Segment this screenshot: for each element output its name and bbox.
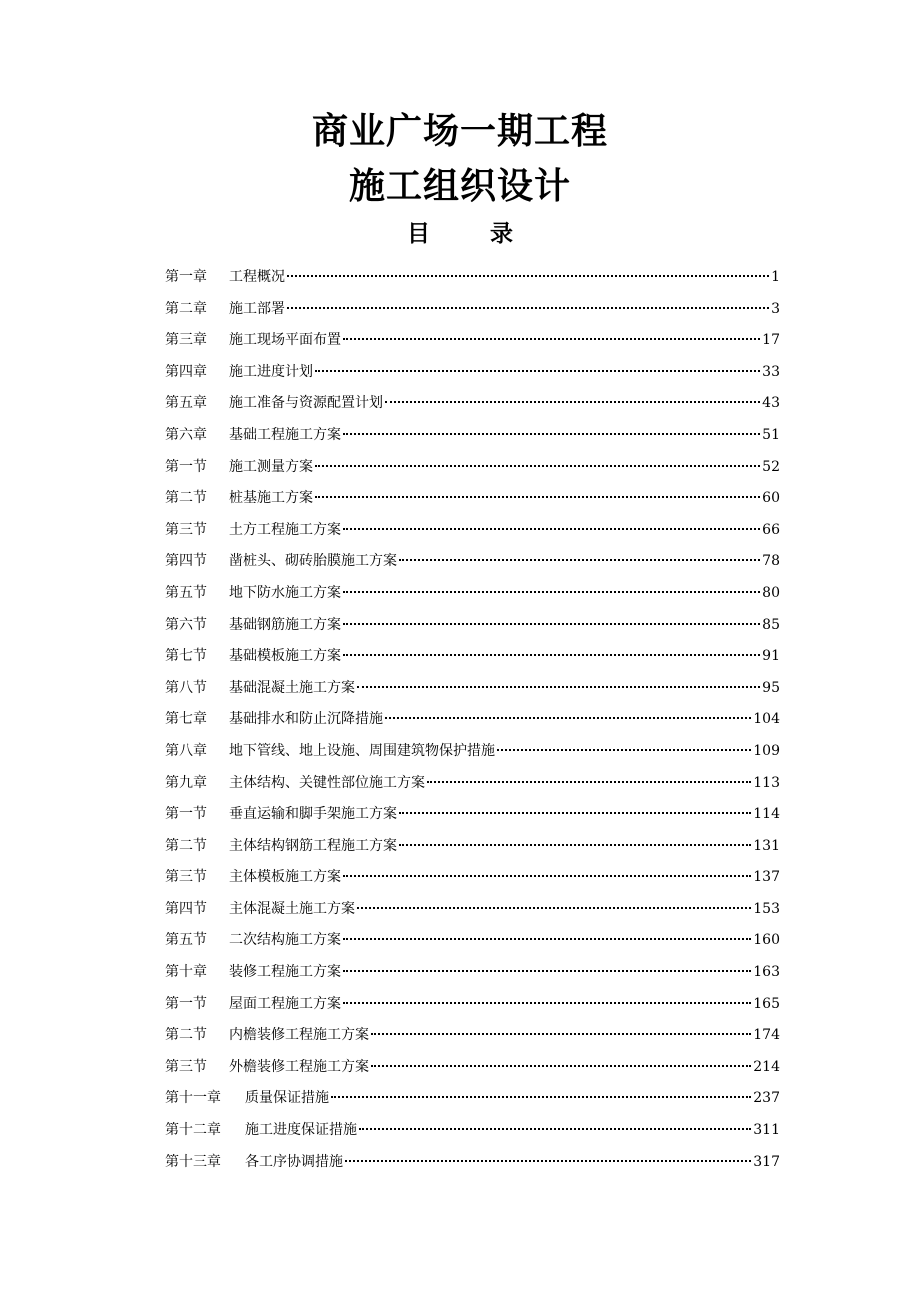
- toc-entry-page-number: 165: [753, 995, 780, 1012]
- toc-entry-page-number: 3: [771, 300, 780, 317]
- toc-entry-title: 屋面工程施工方案: [229, 995, 341, 1012]
- toc-entry[interactable]: [165, 515, 780, 547]
- toc-entry-title: 主体结构、关键性部位施工方案: [229, 774, 425, 791]
- toc-entry[interactable]: [165, 578, 780, 610]
- toc-entry-page-number: 51: [762, 426, 780, 443]
- toc-entry[interactable]: [165, 704, 780, 736]
- toc-entry-page-number: 311: [753, 1122, 780, 1139]
- toc-entry-label: 第三节: [165, 1058, 207, 1075]
- toc-entry-title: 主体混凝土施工方案: [229, 900, 355, 917]
- toc-entry-title: 地下管线、地上设施、周围建筑物保护措施: [229, 742, 495, 759]
- toc-dot-leader: [315, 465, 760, 467]
- toc-entry-page-number: 174: [753, 1027, 780, 1044]
- toc-entry-title: 装修工程施工方案: [229, 964, 341, 981]
- toc-entry-title: 施工准备与资源配置计划: [229, 395, 383, 412]
- toc-entry-label: 第九章: [165, 774, 207, 791]
- toc-entry[interactable]: [165, 1115, 780, 1147]
- toc-dot-leader: [315, 370, 760, 372]
- toc-entry-title: 垂直运输和脚手架施工方案: [229, 806, 397, 823]
- toc-entry-title: 质量保证措施: [245, 1090, 329, 1107]
- toc-entry-label: 第三节: [165, 521, 207, 538]
- toc-entry-label: 第十一章: [165, 1090, 221, 1107]
- toc-entry[interactable]: [165, 483, 780, 515]
- toc-entry-title: 施工部署: [229, 300, 285, 317]
- toc-entry-label: 第十二章: [165, 1122, 221, 1139]
- toc-entry-label: 第三章: [165, 332, 207, 349]
- toc-entry-page-number: 214: [753, 1058, 780, 1075]
- toc-dot-leader: [343, 528, 760, 530]
- toc-entry[interactable]: [165, 894, 780, 926]
- toc-entry-page-number: 91: [762, 648, 780, 665]
- toc-dot-leader: [345, 1160, 751, 1162]
- toc-entry-label: 第一节: [165, 995, 207, 1012]
- toc-entry[interactable]: [165, 262, 780, 294]
- toc-entry-page-number: 43: [762, 395, 780, 412]
- toc-entry-page-number: 33: [762, 363, 780, 380]
- toc-entry-page-number: 80: [762, 584, 780, 601]
- toc-entry[interactable]: [165, 925, 780, 957]
- toc-dot-leader: [343, 623, 760, 625]
- toc-dot-leader: [287, 307, 769, 309]
- toc-entry[interactable]: [165, 452, 780, 484]
- toc-entry-page-number: 237: [753, 1090, 780, 1107]
- toc-entry[interactable]: [165, 325, 780, 357]
- toc-entry-title: 内檐装修工程施工方案: [229, 1027, 369, 1044]
- toc-dot-leader: [371, 1065, 751, 1067]
- toc-entry[interactable]: [165, 736, 780, 768]
- toc-dot-leader: [287, 275, 769, 277]
- toc-entry-label: 第八章: [165, 742, 207, 759]
- toc-entry-page-number: 317: [753, 1153, 780, 1170]
- toc-entry-label: 第五节: [165, 584, 207, 601]
- toc-entry-page-number: 66: [762, 521, 780, 538]
- toc-entry-title: 土方工程施工方案: [229, 521, 341, 538]
- toc-entry[interactable]: [165, 989, 780, 1021]
- toc-entry-title: 主体结构钢筋工程施工方案: [229, 837, 397, 854]
- toc-entry-title: 基础模板施工方案: [229, 648, 341, 665]
- toc-entry-page-number: 78: [762, 553, 780, 570]
- toc-entry-title: 二次结构施工方案: [229, 932, 341, 949]
- toc-dot-leader: [357, 686, 760, 688]
- document-title-line1: 商业广场一期工程: [311, 111, 608, 152]
- toc-entry-title: 施工现场平面布置: [229, 332, 341, 349]
- toc-entry-page-number: 114: [753, 806, 780, 823]
- toc-entry-label: 第十三章: [165, 1153, 221, 1170]
- toc-entry-label: 第七节: [165, 648, 207, 665]
- toc-entry-title: 基础钢筋施工方案: [229, 616, 341, 633]
- toc-entry-page-number: 60: [762, 490, 780, 507]
- toc-entry-title: 基础工程施工方案: [229, 426, 341, 443]
- toc-entry[interactable]: [165, 388, 780, 420]
- toc-entry-title: 外檐装修工程施工方案: [229, 1058, 369, 1075]
- toc-entry[interactable]: [165, 546, 780, 578]
- toc-entry-label: 第一节: [165, 458, 207, 475]
- toc-entry-label: 第五章: [165, 395, 207, 412]
- toc-entry-title: 施工进度保证措施: [245, 1122, 357, 1139]
- toc-entry-label: 第二节: [165, 1027, 207, 1044]
- toc-entry[interactable]: [165, 610, 780, 642]
- toc-entry[interactable]: [165, 768, 780, 800]
- toc-dot-leader: [343, 338, 760, 340]
- toc-entry[interactable]: [165, 294, 780, 326]
- toc-entry-label: 第一节: [165, 806, 207, 823]
- toc-entry-page-number: 52: [762, 458, 780, 475]
- toc-dot-leader: [357, 907, 751, 909]
- table-of-contents: [165, 262, 780, 1178]
- toc-entry-page-number: 1: [771, 269, 780, 285]
- toc-entry-title: 主体模板施工方案: [229, 869, 341, 886]
- toc-entry-page-number: 137: [753, 869, 780, 886]
- toc-dot-leader: [385, 401, 760, 403]
- toc-dot-leader: [343, 938, 751, 940]
- toc-entry-page-number: 109: [753, 742, 780, 759]
- toc-dot-leader: [331, 1096, 751, 1098]
- toc-dot-leader: [343, 970, 751, 972]
- toc-entry-page-number: 95: [762, 679, 780, 696]
- toc-entry-page-number: 131: [753, 837, 780, 854]
- toc-entry-label: 第四节: [165, 900, 207, 917]
- toc-dot-leader: [343, 1002, 751, 1004]
- toc-entry[interactable]: [165, 673, 780, 705]
- toc-dot-leader: [371, 1033, 751, 1035]
- toc-dot-leader: [315, 496, 760, 498]
- toc-entry-label: 第二节: [165, 837, 207, 854]
- toc-entry-label: 第十章: [165, 964, 207, 981]
- toc-dot-leader: [399, 812, 751, 814]
- toc-entry-page-number: 163: [753, 964, 780, 981]
- toc-entry-label: 第二章: [165, 300, 207, 317]
- toc-entry[interactable]: [165, 799, 780, 831]
- toc-entry-label: 第八节: [165, 679, 207, 696]
- toc-entry-title: 基础排水和防止沉降措施: [229, 711, 383, 728]
- toc-dot-leader: [343, 875, 751, 877]
- toc-entry[interactable]: [165, 1083, 780, 1115]
- toc-dot-leader: [343, 654, 760, 656]
- toc-heading: 目 录: [406, 221, 539, 247]
- toc-dot-leader: [343, 433, 760, 435]
- toc-entry-title: 各工序协调措施: [245, 1153, 343, 1170]
- toc-entry-label: 第六章: [165, 426, 207, 443]
- toc-entry-title: 基础混凝土施工方案: [229, 679, 355, 696]
- toc-entry-page-number: 113: [753, 774, 780, 791]
- toc-entry-label: 第一章: [165, 269, 207, 285]
- toc-dot-leader: [497, 749, 751, 751]
- toc-entry[interactable]: [165, 1052, 780, 1084]
- toc-entry-label: 第四章: [165, 363, 207, 380]
- toc-entry-page-number: 160: [753, 932, 780, 949]
- toc-entry-label: 第五节: [165, 932, 207, 949]
- toc-entry-title: 施工测量方案: [229, 458, 313, 475]
- toc-entry-label: 第三节: [165, 869, 207, 886]
- toc-entry-title: 工程概况: [229, 269, 285, 285]
- toc-entry[interactable]: [165, 357, 780, 389]
- toc-entry-label: 第六节: [165, 616, 207, 633]
- toc-entry-title: 施工进度计划: [229, 363, 313, 380]
- toc-entry-title: 凿桩头、砌砖胎膜施工方案: [229, 553, 397, 570]
- toc-entry-label: 第二节: [165, 490, 207, 507]
- toc-entry-title: 地下防水施工方案: [229, 584, 341, 601]
- toc-dot-leader: [385, 717, 751, 719]
- toc-entry[interactable]: [165, 420, 780, 452]
- toc-entry[interactable]: [165, 862, 780, 894]
- toc-dot-leader: [399, 559, 760, 561]
- toc-entry[interactable]: [165, 957, 780, 989]
- toc-entry-page-number: 17: [762, 332, 780, 349]
- toc-dot-leader: [399, 844, 751, 846]
- toc-dot-leader: [343, 591, 760, 593]
- toc-entry-label: 第七章: [165, 711, 207, 728]
- toc-entry-page-number: 153: [753, 900, 780, 917]
- toc-entry[interactable]: [165, 1020, 780, 1052]
- toc-dot-leader: [427, 781, 751, 783]
- toc-entry-label: 第四节: [165, 553, 207, 570]
- toc-entry[interactable]: [165, 831, 780, 863]
- document-title-line2: 施工组织设计: [348, 166, 571, 207]
- toc-entry-title: 桩基施工方案: [229, 490, 313, 507]
- toc-entry[interactable]: [165, 641, 780, 673]
- toc-entry-page-number: 85: [762, 616, 780, 633]
- toc-entry[interactable]: [165, 1147, 780, 1179]
- toc-dot-leader: [359, 1128, 751, 1130]
- toc-entry-page-number: 104: [753, 711, 780, 728]
